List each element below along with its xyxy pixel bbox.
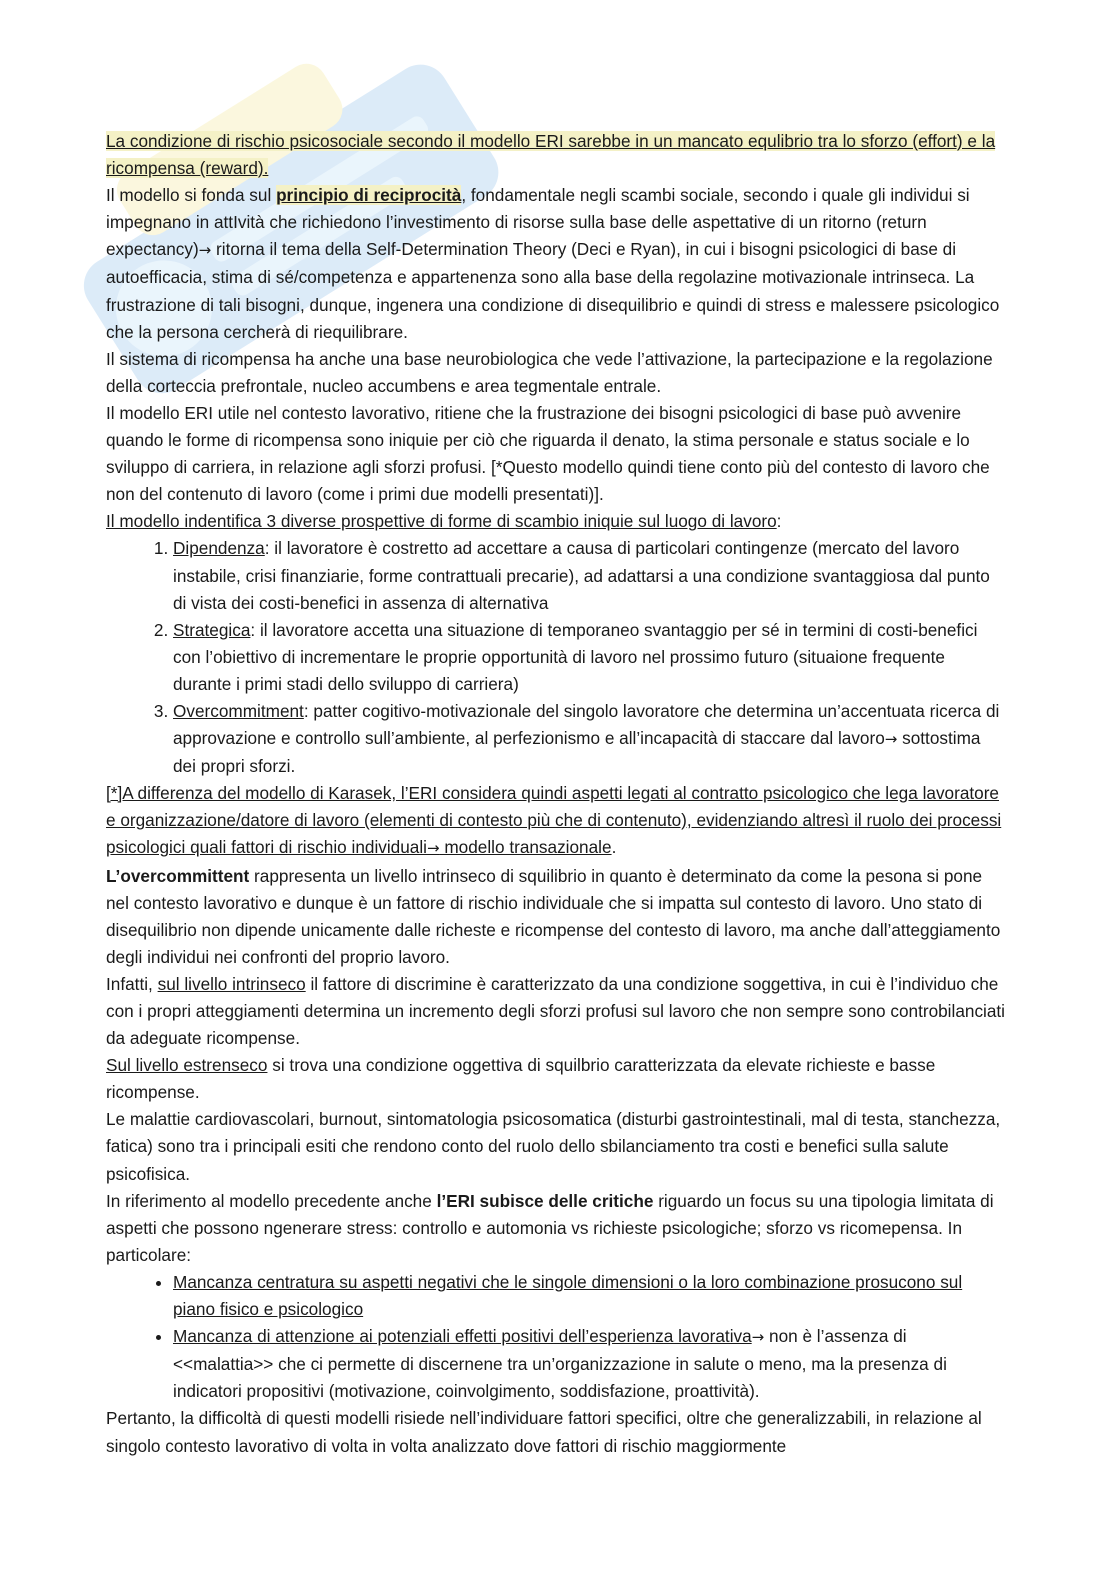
reciprocity-principle: principio di reciprocità bbox=[276, 185, 462, 206]
arrow-icon: → bbox=[198, 241, 212, 260]
list-item: 3. Overcommitment: patter cogitivo-motivazionale del singolo lavoratore che determina un’accentuata ricerca di approvazione e controllo sull’ambiente, al perfezionismo e all’incapacità di staccare dal lavoro→ sottostima dei propri sforzi. bbox=[173, 698, 1006, 780]
list-item: • Mancanza centratura su aspetti negativi che le singole dimensioni o la loro combinazione prosucono sul piano fisico e psicologico bbox=[173, 1269, 1006, 1323]
paragraph-4: Il modello ERI utile nel contesto lavorativo, ritiene che la frustrazione dei bisogni psicologici di base può avvenire quando le forme di ricompensa sono iniquie per ciò che riguarda il denato, la stima personale e status sociale e lo sviluppo di carriera, in relazione agli sforzi profusi. [*Questo modello quindi tiene conto più del contesto di lavoro che non del contenuto di lavoro (come i primi due modelli presentati)]. bbox=[106, 402, 990, 505]
paragraph-2: Il modello si fonda sul principio di reciprocità, fondamentale negli scambi sociale, secondo i quale gli individui si impegnano in attIvità che richiedono l’investimento di risorse sulla base delle aspettative di un ritorno (return expectancy)→ ritorna il tema della Self-Determination Theory (Deci e Ryan), in cui i bisogni psicologici di base di autoefficacia, stima di sé/competenza e appartenenza sono alla base della regolazine motivazionale intrinseca. La frustrazione di tali bisogni, dunque, ingenera una condizione di disequilibrio e quindi di stress e malessere psicologico che la persona cercherà di riequilibrare. bbox=[106, 185, 1000, 342]
critiques-list bbox=[106, 1269, 1006, 1405]
paragraph-10: Le malattie cardiovascolari, burnout, sintomatologia psicosomatica (disturbi gastrointestinali, mal di testa, stanchezza, fatica) sono tra i principali esiti che rendono conto del ruolo dello sbilanciamento tra costi e benefici sulla salute psicofisica. bbox=[106, 1109, 1001, 1184]
arrow-icon: → bbox=[884, 730, 898, 749]
paragraph-7: L’overcommittent rappresenta un livello intrinseco di squilibrio in quanto è determinato da come la pesona si pone nel contesto lavorativo e dunque è un fattore di rischio individuale che si impatta sul contesto di lavoro. Uno stato di disequilibrio non dipende unicamente dalle richeste e ricompense del contesto di lavoro, ma anche dall’atteggiamento degli individui nei confronti del proprio lavoro. bbox=[106, 865, 1001, 967]
paragraph-11: In riferimento al modello precedente anche l’ERI subisce delle critiche riguardo un focus su una tipologia limitata di aspetti che possono ngenerare stress: controllo e automonia vs richieste psicologiche; sforzo vs ricomepensa. In particolare: bbox=[106, 1190, 994, 1265]
paragraph-1 bbox=[106, 128, 1006, 182]
arrow-icon: → bbox=[427, 839, 440, 858]
list-item: • Mancanza di attenzione ai potenziali effetti positivi dell’esperienza lavorativa→ non è l’assenza di <<malattia>> che ci permette di discernene tra un’organizzazione in salute o meno, ma la presenza di indicatori propositivi (motivazione, coinvolgimento, soddisfazione, proattività). bbox=[173, 1323, 1006, 1405]
list-item: 1. Dipendenza: il lavoratore è costretto ad accettare a causa di particolari contingenze (mercato del lavoro instabile, crisi finanziarie, forme contrattuali precarie), ad adattarsi a una condizione svantaggiosa dal punto di vista dei costi-benefici in assenza di alternativa bbox=[173, 535, 1006, 616]
paragraph-5: Il modello indentifica 3 diverse prospettive di forme di scambio iniquie sul luogo di lavoro: bbox=[106, 511, 782, 532]
paragraph-8: Infatti, sul livello intrinseco il fattore di discrimine è caratterizzato da una condizione soggettiva, in cui è l’individuo che con i propri atteggiamenti determina un incremento degli sforzi profusi sul lavoro che non sempre sono controbilanciati da adeguate ricompense. bbox=[106, 973, 1006, 1049]
paragraph-9: Sul livello estrenseco si trova una condizione oggettiva di squilbrio caratterizzata da elevate richieste e basse ricompense. bbox=[106, 1055, 936, 1103]
list-item: 2. Strategica: il lavoratore accetta una situazione di temporaneo svantaggio per sé in termini di costi-benefici con l’obiettivo di incrementare le proprie opportunità di lavoro nel prossimo futuro (situaione frequente durante i primi stadi dello sviluppo di carriera) bbox=[173, 617, 1006, 698]
paragraph-6: [*]A differenza del modello di Karasek, l’ERI considera quindi aspetti legati al contratto psicologico che lega lavoratore e organizzazione/datore di lavoro (elementi di contesto più che di contenuto), evidenziando altresì il ruolo dei processi psicologici quali fattori di rischio individuali→ modello transazionale. bbox=[106, 783, 1002, 858]
exchange-perspectives-list bbox=[106, 535, 1006, 780]
paragraph-12: Pertanto, la difficoltà di questi modelli risiede nell’individuare fattori specifici, oltre che generalizzabili, in relazione al singolo contesto lavorativo di volta in volta analizzato dove fattori di rischio maggiormente bbox=[106, 1408, 982, 1456]
document-page bbox=[106, 128, 1006, 1460]
intro-sentence: La condizione di rischio psicosociale secondo il modello ERI sarebbe in un mancato equlibrio tra lo sforzo (effort) e la ricompensa (reward). bbox=[106, 131, 996, 179]
paragraph-3: Il sistema di ricompensa ha anche una base neurobiologica che vede l’attivazione, la partecipazione e la regolazione della corteccia prefrontale, nucleo accumbens e area tegmentale entrale. bbox=[106, 348, 993, 396]
arrow-icon: → bbox=[751, 1328, 765, 1347]
